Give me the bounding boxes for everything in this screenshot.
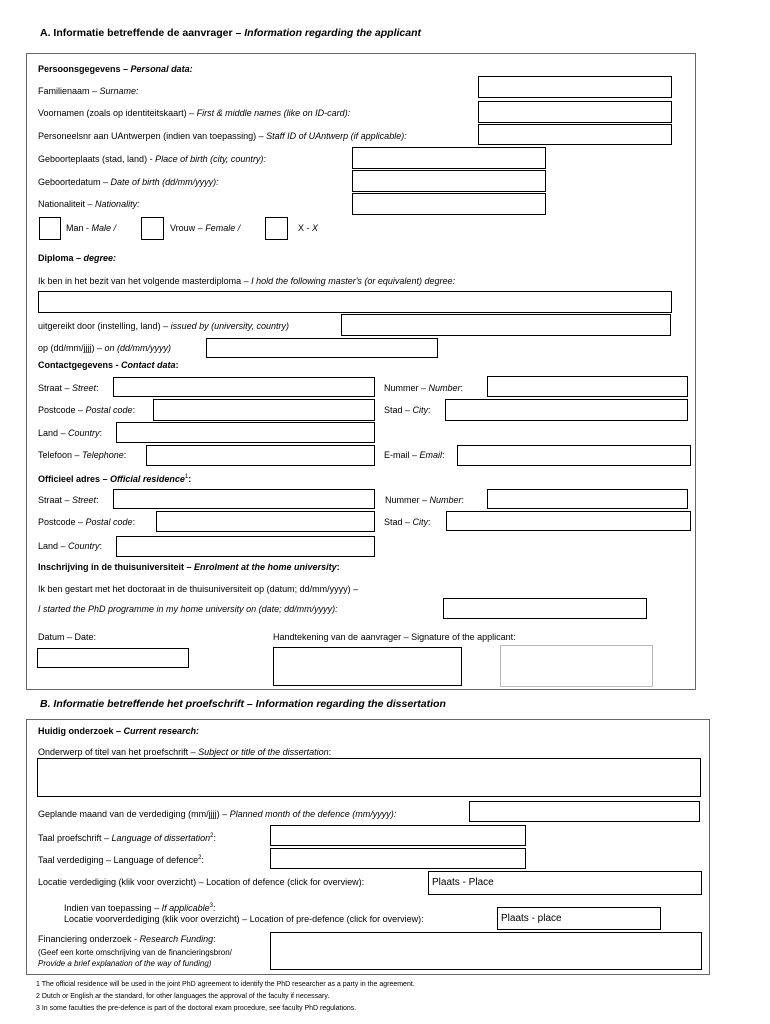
- contact-heading: Contactgegevens - Contact data:: [38, 360, 179, 370]
- enrolment-line-en: I started the PhD programme in my home university on (date; dd/mm/yyyy):: [38, 604, 338, 614]
- nationality-field[interactable]: [352, 193, 546, 215]
- official-street-field[interactable]: [113, 489, 375, 509]
- diploma-heading: Diploma – degree:: [38, 253, 117, 263]
- nationality-label: Nationaliteit – Nationality:: [38, 199, 140, 209]
- staff-id-field[interactable]: [478, 124, 672, 145]
- birthplace-label: Geboorteplaats (stad, land) - Place of birth (city, country):: [38, 154, 266, 164]
- enrolment-date-field[interactable]: [443, 598, 647, 619]
- footnote-3: 3 In some faculties the pre-defence is part of the doctoral exam procedure, see faculty PhD regulations.: [36, 1005, 357, 1012]
- language-defence-label: Taal verdediging – Language of defence$^2$:: [38, 855, 204, 865]
- subject-field[interactable]: [37, 758, 701, 797]
- signature-area[interactable]: [500, 645, 653, 687]
- section-b-title: B. Informatie betreffende het proefschrift – Information regarding the dissertation: [40, 698, 446, 710]
- surname-field[interactable]: [478, 76, 672, 98]
- predefence-location-select[interactable]: Plaats - place: [497, 907, 661, 930]
- degree-date-field[interactable]: [206, 338, 438, 358]
- date-field[interactable]: [37, 648, 189, 668]
- male-checkbox[interactable]: [39, 217, 61, 240]
- official-residence-heading: Officieel adres – Official residence$^1$:: [38, 474, 192, 484]
- birthplace-field[interactable]: [352, 147, 546, 169]
- contact-country-label: Land – Country:: [38, 428, 103, 438]
- master-degree-field[interactable]: [38, 291, 672, 313]
- official-city-label: Stad – City:: [384, 517, 431, 527]
- contact-number-field[interactable]: [487, 376, 688, 397]
- section-a-title: A. Informatie betreffende de aanvrager – Information regarding the applicant: [40, 27, 421, 39]
- funding-field[interactable]: [270, 932, 702, 970]
- male-label: Man - Male /: [66, 223, 117, 233]
- official-number-label: Nummer – Number:: [385, 495, 465, 505]
- official-number-field[interactable]: [487, 489, 688, 509]
- predefence-location-label: Locatie voorverdediging (klik voor overzicht) – Location of pre-defence (click for overview):: [64, 914, 424, 924]
- first-names-field[interactable]: [478, 101, 672, 123]
- enrolment-heading: Inschrijving in de thuisuniversiteit – Enrolment at the home university:: [38, 562, 340, 572]
- date-label: Datum – Date:: [38, 632, 97, 642]
- signature-field[interactable]: [273, 647, 462, 686]
- defence-month-label: Geplande maand van de verdediging (mm/jjjj) – Planned month of the defence (mm/yyyy):: [38, 809, 397, 819]
- master-degree-label: Ik ben in het bezit van het volgende masterdiploma – I hold the following master's (or equivalent) degree:: [38, 276, 455, 286]
- signature-label: Handtekening van de aanvrager – Signature of the applicant:: [273, 632, 516, 642]
- first-names-label: Voornamen (zoals op identiteitskaart) – First & middle names (like on ID-card):: [38, 108, 351, 118]
- contact-postal-label: Postcode – Postal code:: [38, 405, 136, 415]
- language-dissertation-field[interactable]: [270, 825, 526, 846]
- issued-by-field[interactable]: [341, 314, 671, 336]
- staff-id-label: Personeelsnr aan UAntwerpen (indien van toepassing) – Staff ID of UAntwerp (if applicable):: [38, 131, 407, 141]
- contact-street-field[interactable]: [113, 377, 375, 397]
- official-country-field[interactable]: [116, 536, 375, 557]
- subject-label: Onderwerp of titel van het proefschrift – Subject or title of the dissertation:: [38, 747, 332, 757]
- surname-label: Familienaam – Surname:: [38, 86, 139, 96]
- female-label: Vrouw – Female /: [170, 223, 241, 233]
- official-city-field[interactable]: [446, 511, 691, 531]
- defence-location-label: Locatie verdediging (klik voor overzicht) – Location of defence (click for overview):: [38, 877, 365, 887]
- footnote-1: 1 The official residence will be used in the joint PhD agreement to identify the PhD researcher as a party in the agreement.: [36, 981, 415, 988]
- personal-data-heading: Persoonsgegevens – Personal data:: [38, 64, 193, 74]
- contact-phone-field[interactable]: [146, 445, 375, 466]
- degree-date-label: op (dd/mm/jjjj) – on (dd/mm/yyyy): [38, 343, 172, 353]
- funding-sub2: Provide a brief explanation of the way of funding): [38, 959, 212, 968]
- if-applicable-label: Indien van toepassing – If applicable$^3$:: [64, 903, 216, 913]
- official-postal-field[interactable]: [156, 511, 375, 532]
- contact-city-label: Stad – City:: [384, 405, 431, 415]
- contact-email-field[interactable]: [457, 445, 691, 466]
- female-checkbox[interactable]: [141, 217, 164, 240]
- issued-by-label: uitgereikt door (instelling, land) – issued by (university, country): [38, 321, 289, 331]
- birthdate-label: Geboortedatum – Date of birth (dd/mm/yyyy):: [38, 177, 219, 187]
- language-dissertation-label: Taal proefschrift – Language of dissertation$^2$:: [38, 833, 216, 843]
- language-defence-field[interactable]: [270, 848, 526, 869]
- contact-street-label: Straat – Street:: [38, 383, 99, 393]
- footnote-2: 2 Dutch or English ar the standard, for other languages the approval of the faculty if necessary.: [36, 993, 330, 1000]
- contact-phone-label: Telefoon – Telephone:: [38, 450, 127, 460]
- official-country-label: Land – Country:: [38, 541, 103, 551]
- birthdate-field[interactable]: [352, 170, 546, 192]
- contact-country-field[interactable]: [116, 422, 375, 443]
- defence-month-field[interactable]: [469, 801, 700, 822]
- contact-city-field[interactable]: [445, 399, 688, 421]
- official-street-label: Straat – Street:: [38, 495, 99, 505]
- x-label: X - X: [298, 223, 319, 233]
- defence-location-select[interactable]: Plaats - Place: [428, 871, 702, 895]
- funding-sub1: (Geef een korte omschrijving van de financieringsbron/: [38, 948, 232, 957]
- enrolment-line-nl: Ik ben gestart met het doctoraat in de thuisuniversiteit op (datum; dd/mm/yyyy) –: [38, 584, 359, 594]
- contact-email-label: E-mail – Email:: [384, 450, 445, 460]
- funding-label: Financiering onderzoek - Research Funding:: [38, 934, 216, 944]
- current-research-heading: Huidig onderzoek – Current research:: [38, 726, 200, 736]
- contact-postal-field[interactable]: [153, 399, 375, 421]
- official-postal-label: Postcode – Postal code:: [38, 517, 136, 527]
- x-checkbox[interactable]: [265, 217, 288, 240]
- contact-number-label: Nummer – Number:: [384, 383, 464, 393]
